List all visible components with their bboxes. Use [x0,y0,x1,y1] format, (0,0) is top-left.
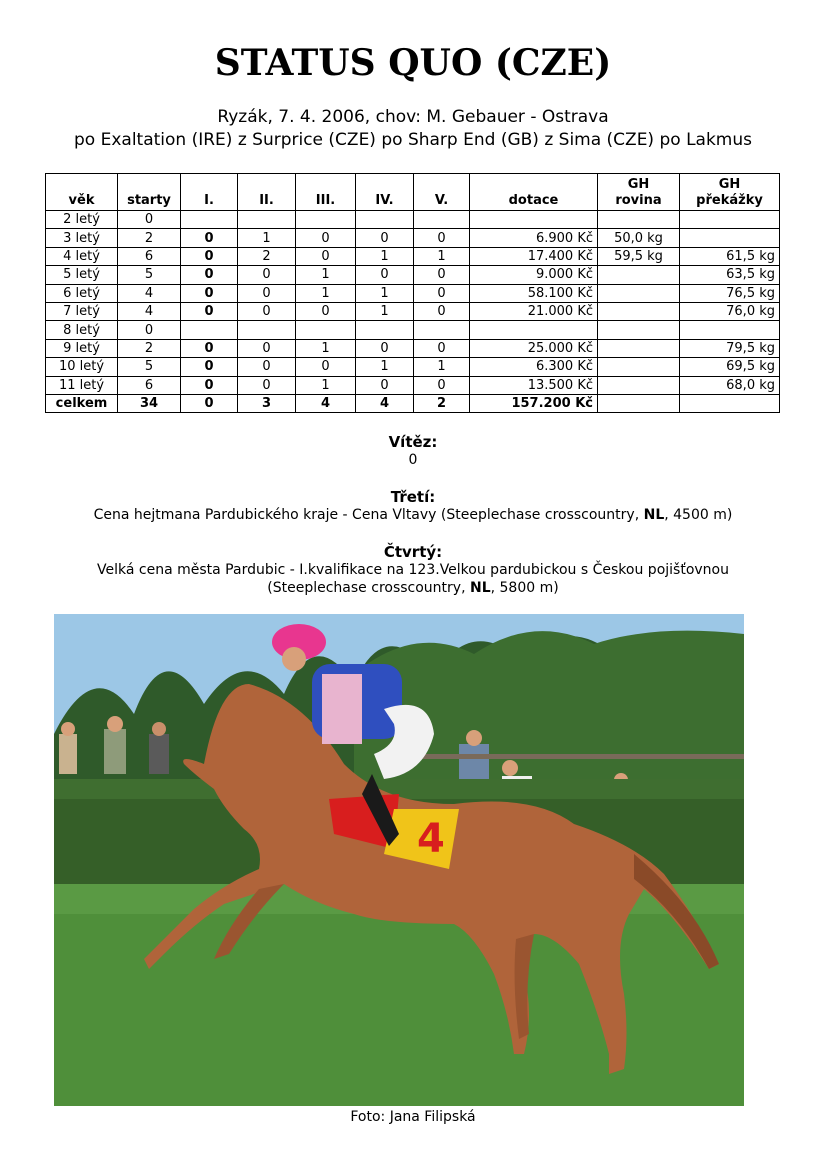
table-row [46,302,780,320]
horse-info: Ryzák, 7. 4. 2006, chov: M. Gebauer - Ostrava [217,107,609,127]
cell-p5: 0 [414,339,470,357]
third-race: Cena hejtmana Pardubického kraje - Cena Vltavy (Steeplechase crosscountry, NL, 4500 m) [93,507,733,523]
horse-photo [54,614,744,1106]
table-row [46,211,780,229]
cell-p1: 0 [181,394,238,412]
cell-p2: 3 [238,394,296,412]
cell-p1: 0 [181,358,238,376]
cell-age: 8 letý [46,321,118,339]
cell-gh-flat [598,302,680,320]
cell-p1: 0 [181,229,238,247]
fence-rail [414,754,744,759]
table-row [46,321,780,339]
cell-starts: 4 [118,302,181,320]
cell-p3: 4 [296,394,356,412]
cell-age: 7 letý [46,302,118,320]
cell-gh-flat: 59,5 kg [598,247,680,265]
cell-p3 [296,211,356,229]
cell-gh-flat [598,394,680,412]
col-first: I. [181,174,238,211]
cell-p2: 2 [238,247,296,265]
cell-p1: 0 [181,247,238,265]
cell-gh-jump: 69,5 kg [680,358,780,376]
cell-starts: 0 [118,211,181,229]
table-row [46,284,780,302]
cell-p3: 1 [296,376,356,394]
cell-prize: 157.200 Kč [470,394,598,412]
cell-prize: 21.000 Kč [470,302,598,320]
cell-p5: 2 [414,394,470,412]
cell-age: 10 letý [46,358,118,376]
cell-p3: 0 [296,358,356,376]
cell-p4: 4 [356,394,414,412]
cell-starts: 0 [118,321,181,339]
cell-p4: 0 [356,339,414,357]
third-heading: Třetí: [390,488,436,506]
cell-prize [470,211,598,229]
fourth-heading: Čtvrtý: [383,543,443,561]
cell-p4: 1 [356,358,414,376]
table-row [46,266,780,284]
table-row [46,358,780,376]
cell-age: 2 letý [46,211,118,229]
cell-starts: 6 [118,247,181,265]
cell-p1: 0 [181,266,238,284]
fourth-race-line1: Velká cena města Pardubic - I.kvalifikace na 123.Velkou pardubickou s Českou pojišťovnou [97,562,729,578]
fourth-race-line2: (Steeplechase crosscountry, NL, 5800 m) [267,580,559,596]
cell-starts: 5 [118,358,181,376]
cell-age: celkem [46,394,118,412]
cell-p1 [181,211,238,229]
cell-gh-flat: 50,0 kg [598,229,680,247]
cell-gh-flat [598,339,680,357]
cell-starts: 2 [118,229,181,247]
cell-p5: 0 [414,376,470,394]
cell-p4: 0 [356,266,414,284]
cell-p2: 0 [238,266,296,284]
cell-p5: 0 [414,284,470,302]
winner-section [0,433,826,469]
gh-flat-line1: GH [627,177,650,192]
cell-p2: 0 [238,358,296,376]
cell-gh-jump: 76,5 kg [680,284,780,302]
cell-p3: 1 [296,266,356,284]
third-place-section [0,488,826,524]
cell-prize: 13.500 Kč [470,376,598,394]
cell-prize: 9.000 Kč [470,266,598,284]
cell-p2 [238,211,296,229]
cell-gh-jump: 61,5 kg [680,247,780,265]
cell-prize [470,321,598,339]
cell-p2: 0 [238,339,296,357]
col-fifth: V. [414,174,470,211]
cell-gh-jump [680,229,780,247]
horse-racing-illustration [54,614,744,1106]
winner-text: 0 [408,452,418,468]
cell-gh-jump [680,394,780,412]
cell-p3: 1 [296,339,356,357]
cell-gh-jump: 63,5 kg [680,266,780,284]
cell-p5: 0 [414,229,470,247]
cell-p4: 1 [356,284,414,302]
cell-p3: 0 [296,229,356,247]
cell-starts: 2 [118,339,181,357]
cell-gh-flat [598,284,680,302]
cell-p5: 1 [414,247,470,265]
cell-starts: 6 [118,376,181,394]
table-header-row [46,174,780,211]
cell-p3: 0 [296,302,356,320]
col-gh-flat [598,174,680,211]
cell-p1: 0 [181,302,238,320]
cell-p1: 0 [181,339,238,357]
cell-age: 9 letý [46,339,118,357]
col-fourth: IV. [356,174,414,211]
table-row [46,339,780,357]
cell-age: 11 letý [46,376,118,394]
cell-prize: 6.900 Kč [470,229,598,247]
cell-age: 3 letý [46,229,118,247]
cell-p5 [414,211,470,229]
col-prize: dotace [470,174,598,211]
cell-age: 5 letý [46,266,118,284]
cell-gh-flat [598,211,680,229]
cell-p3: 0 [296,247,356,265]
cell-gh-jump [680,321,780,339]
cell-age: 6 letý [46,284,118,302]
cell-p4: 0 [356,376,414,394]
cell-gh-flat [598,266,680,284]
cell-prize: 58.100 Kč [470,284,598,302]
col-third: III. [296,174,356,211]
cell-p2: 1 [238,229,296,247]
fourth-place-section [0,543,826,597]
cell-p1: 0 [181,376,238,394]
cell-gh-flat [598,358,680,376]
cell-p2: 0 [238,302,296,320]
cell-p4 [356,321,414,339]
col-age: věk [46,174,118,211]
cell-starts: 4 [118,284,181,302]
cell-gh-jump [680,211,780,229]
race-statistics-table [45,173,780,413]
table-total-row [46,394,780,412]
cell-starts: 34 [118,394,181,412]
cell-p2: 0 [238,376,296,394]
col-second: II. [238,174,296,211]
cell-p1: 0 [181,284,238,302]
cell-p1 [181,321,238,339]
winner-heading: Vítěz: [388,433,438,451]
cell-p4: 1 [356,302,414,320]
cell-p5: 0 [414,302,470,320]
cell-p5: 0 [414,266,470,284]
cell-age: 4 letý [46,247,118,265]
cell-p3 [296,321,356,339]
table-row [46,229,780,247]
cell-p4 [356,211,414,229]
cell-prize: 17.400 Kč [470,247,598,265]
cell-gh-flat [598,376,680,394]
gh-jump-line1: GH [718,177,741,192]
cell-p5: 1 [414,358,470,376]
cell-gh-flat [598,321,680,339]
col-gh-jump [680,174,780,211]
cell-prize: 6.300 Kč [470,358,598,376]
cell-p5 [414,321,470,339]
saddle-cloth-number: 4 [417,816,445,862]
cell-gh-jump: 76,0 kg [680,302,780,320]
table-row [46,376,780,394]
cell-starts: 5 [118,266,181,284]
cell-p2 [238,321,296,339]
jockey-face [282,647,306,671]
gh-jump-line2: překážky [696,193,763,208]
cell-gh-jump: 68,0 kg [680,376,780,394]
cell-p3: 1 [296,284,356,302]
cell-p4: 1 [356,247,414,265]
table-row [46,247,780,265]
col-starts: starty [118,174,181,211]
cell-gh-jump: 79,5 kg [680,339,780,357]
cell-p4: 0 [356,229,414,247]
gh-flat-line2: rovina [615,193,662,208]
cell-prize: 25.000 Kč [470,339,598,357]
pedigree: po Exaltation (IRE) z Surprice (CZE) po Sharp End (GB) z Sima (CZE) po Lakmus [74,130,752,150]
page-title: STATUS QUO (CZE) [214,42,612,84]
photo-caption: Foto: Jana Filipská [350,1109,476,1125]
cell-p2: 0 [238,284,296,302]
